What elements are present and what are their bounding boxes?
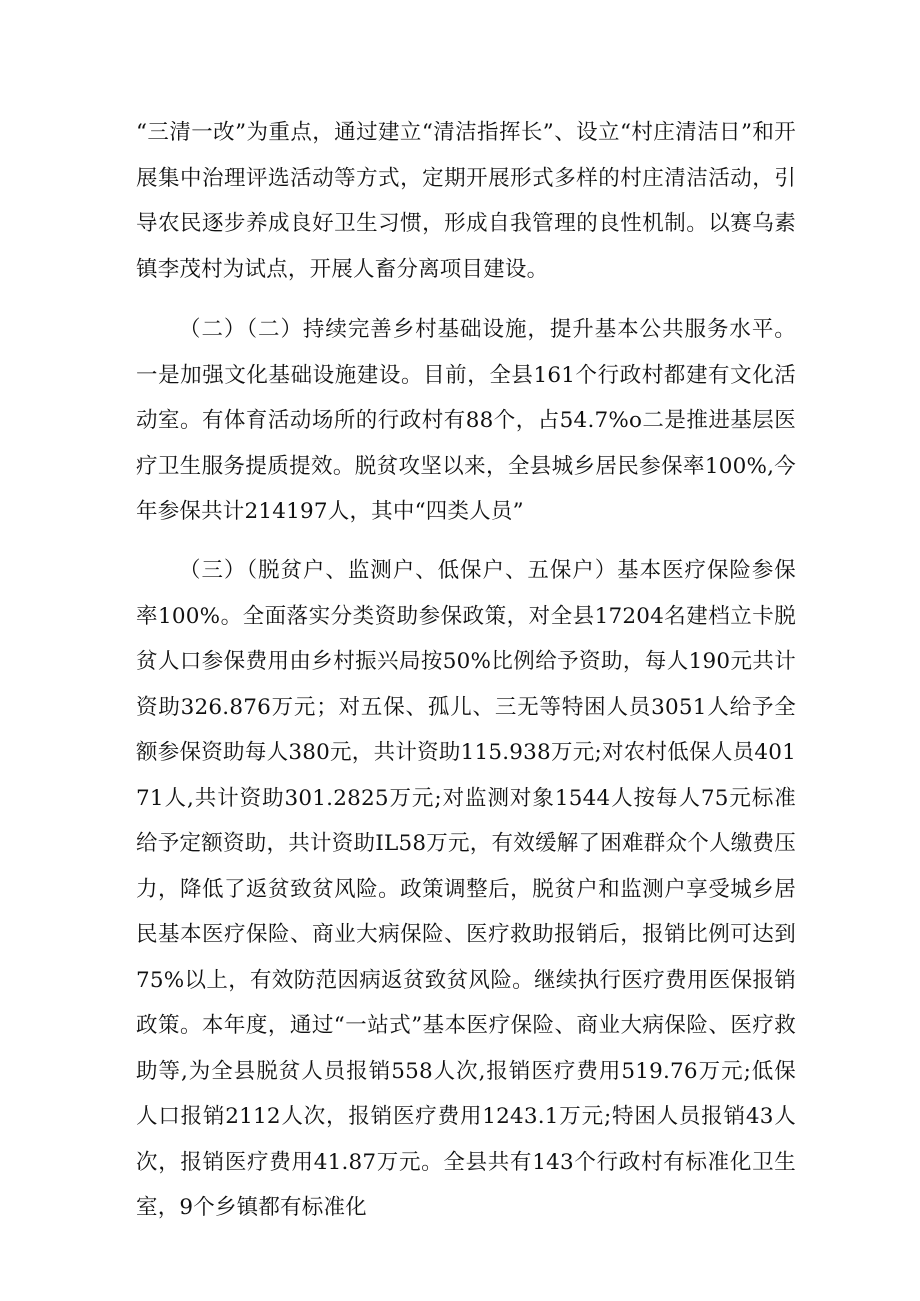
body-paragraph-2: （二）（二）持续完善乡村基础设施，提升基本公共服务水平。一是加强文化基础设施建设。目前，全县161个行政村都建有文化活动室。有体育活动场所的行政村有88个，占54.7%o二是推进基层医疗卫生服务提质提效。脱贫攻坚以来，全县城乡居民参保率100%,今年参保共计214197人，其中“四类人员” — [136, 317, 796, 524]
body-paragraph-3: （三）（脱贫户、监测户、低保户、五保户）基本医疗保险参保率100%。全面落实分类资助参保政策，对全县17204名建档立卡脱贫人口参保费用由乡村振兴局按50%比例给予资助，每人190元共计资助326.876万元；对五保、孤儿、三无等特困人员3051人给予全额参保资助每人380元，共计资助115.938万元;对农村低保人员40171人,共计资助301.2825万元;对监测对象1544人按每人75元标准给予定额资助，共计资助IL58万元，有效缓解了困难群众个人缴费压力，降低了返贫致贫风险。政策调整后，脱贫户和监测户享受城乡居民基本医疗保险、商业大病保险、医疗救助报销后，报销比例可达到75%以上，有效防范因病返贫致贫风险。继续执行医疗费用医保报销政策。本年度，通过“一站式”基本医疗保险、商业大病保险、医疗救助等,为全县脱贫人员报销558人次,报销医疗费用519.76万元;低保人口报销2112人次，报销医疗费用1243.1万元;特困人员报销43人次，报销医疗费用41.87万元。全县共有143个行政村有标准化卫生室，9个乡镇都有标准化 — [136, 558, 796, 1220]
body-paragraph-1: “三清一改”为重点，通过建立“清洁指挥长”、设立“村庄清洁日”和开展集中治理评选活动等方式，定期开展形式多样的村庄清洁活动，引导农民逐步养成良好卫生习惯，形成自我管理的良性机制。以赛乌素镇李茂村为试点，开展人畜分离项目建设。 — [136, 120, 796, 282]
